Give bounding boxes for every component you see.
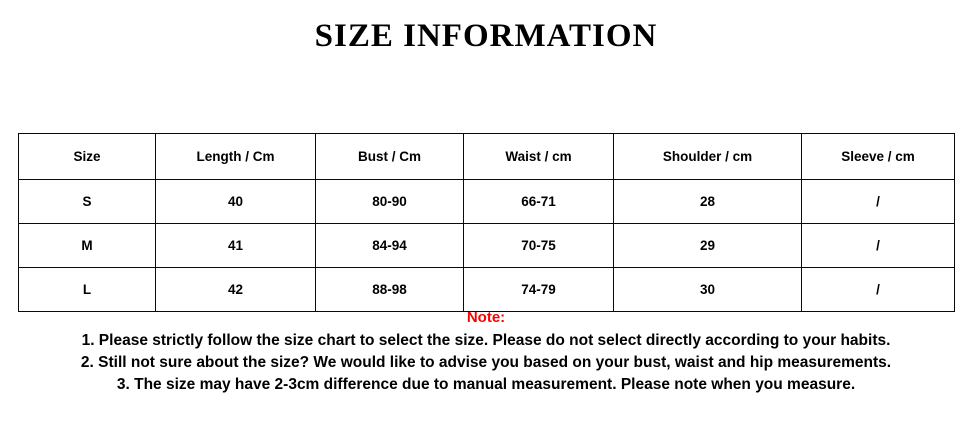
cell-waist: 74-79	[464, 268, 614, 312]
cell-shoulder: 29	[614, 224, 802, 268]
cell-sleeve: /	[802, 224, 955, 268]
column-header-sleeve: Sleeve / cm	[802, 134, 955, 180]
page-title: SIZE INFORMATION	[314, 18, 658, 54]
note-line-1: 1. Please strictly follow the size chart to select the size. Please do not select directly according to your habits.	[81, 332, 891, 349]
cell-size: S	[19, 180, 156, 224]
note-line-2: 2. Still not sure about the size? We would like to advise you based on your bust, waist and hip measurements.	[80, 354, 892, 371]
table-row	[19, 268, 955, 312]
cell-bust: 84-94	[316, 224, 464, 268]
table-row	[19, 224, 955, 268]
cell-length: 40	[156, 180, 316, 224]
column-header-waist: Waist / cm	[464, 134, 614, 180]
cell-size: M	[19, 224, 156, 268]
cell-bust: 88-98	[316, 268, 464, 312]
cell-length: 41	[156, 224, 316, 268]
column-header-length: Length / Cm	[156, 134, 316, 180]
cell-waist: 70-75	[464, 224, 614, 268]
cell-shoulder: 28	[614, 180, 802, 224]
note-line-3: 3. The size may have 2-3cm difference due to manual measurement. Please note when you measure.	[116, 376, 856, 393]
column-header-size: Size	[19, 134, 156, 180]
table-header-row	[19, 134, 955, 180]
column-header-bust: Bust / Cm	[316, 134, 464, 180]
cell-bust: 80-90	[316, 180, 464, 224]
cell-size: L	[19, 268, 156, 312]
cell-sleeve: /	[802, 180, 955, 224]
table-row	[19, 180, 955, 224]
size-chart-container	[18, 133, 954, 312]
column-header-shoulder: Shoulder / cm	[614, 134, 802, 180]
note-section	[18, 308, 954, 396]
cell-sleeve: /	[802, 268, 955, 312]
size-chart-table	[18, 133, 955, 312]
note-heading: Note:	[466, 309, 506, 326]
cell-length: 42	[156, 268, 316, 312]
cell-waist: 66-71	[464, 180, 614, 224]
cell-shoulder: 30	[614, 268, 802, 312]
